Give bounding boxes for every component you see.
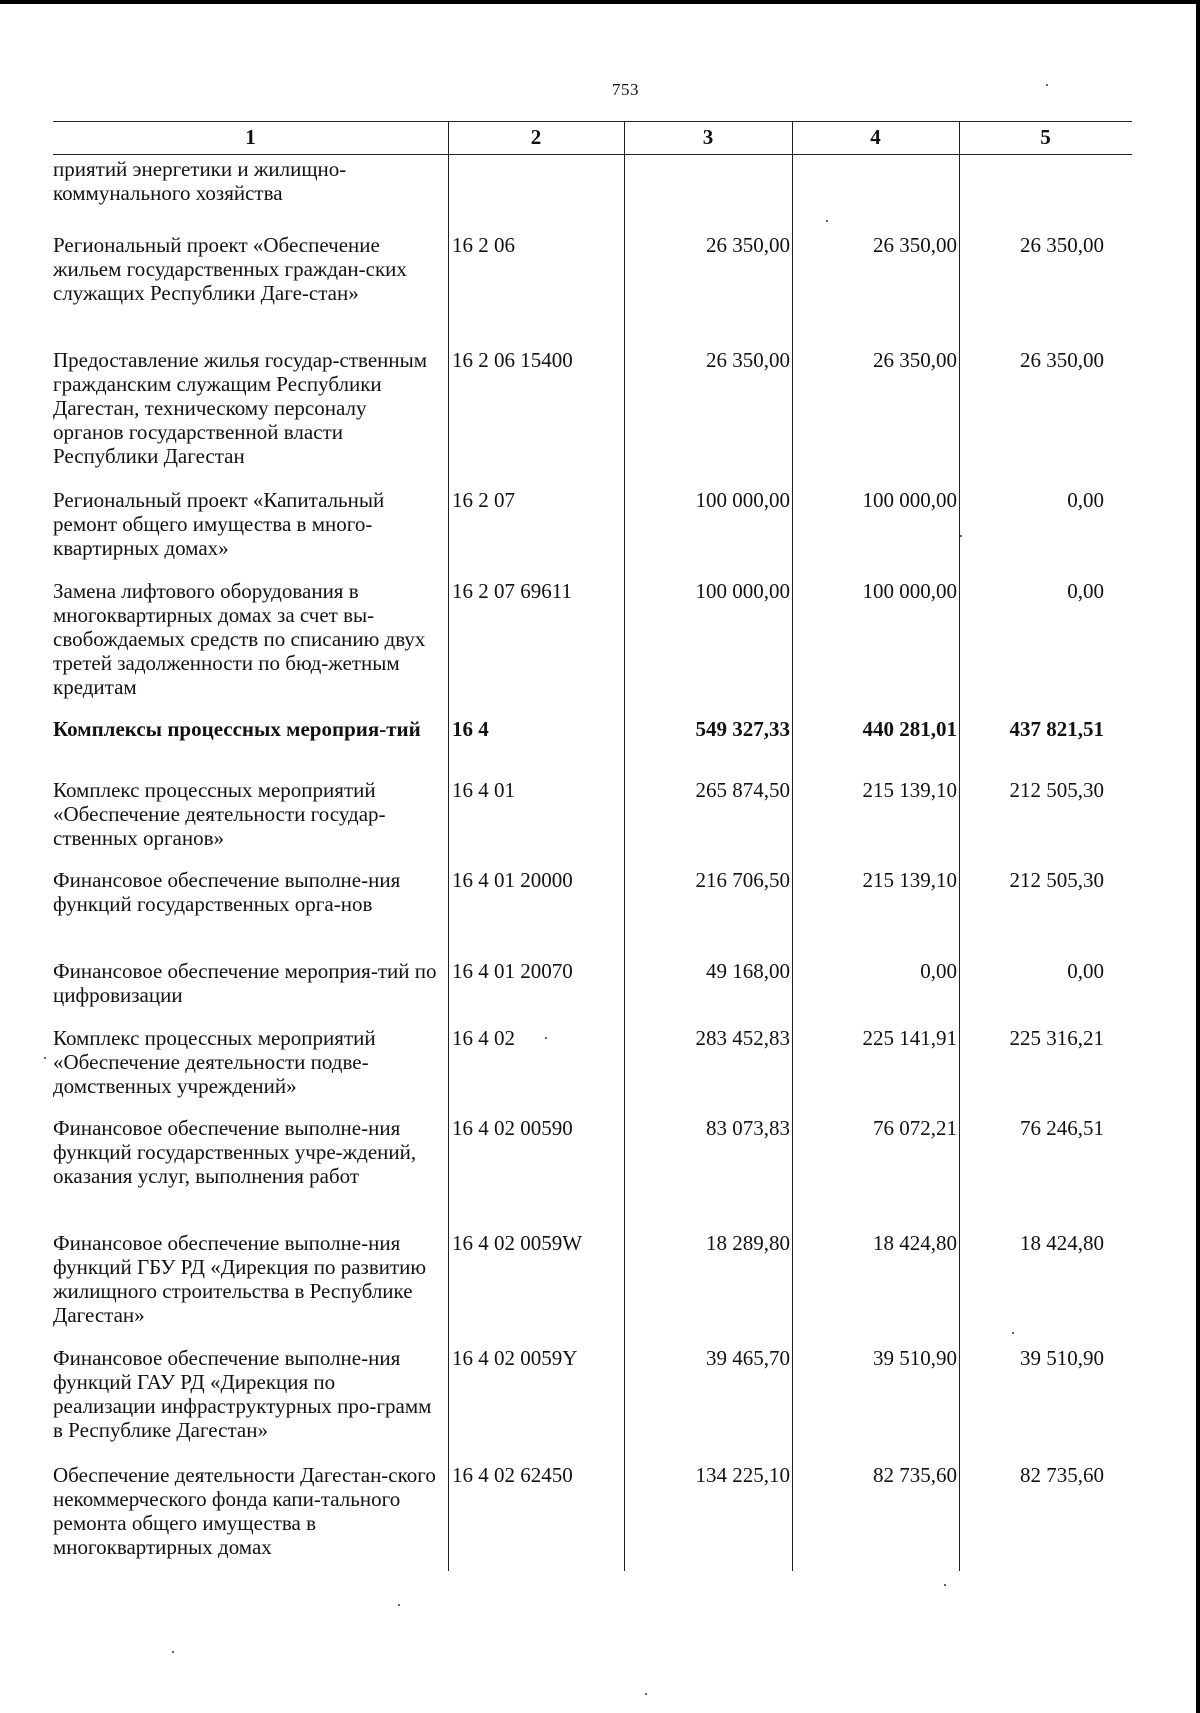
table-row (53, 579, 1132, 717)
row-name: Региональный проект «Обеспечение жильем государственных граждан-ских служащих Республики Даге-стан» (53, 233, 407, 305)
table-row (53, 868, 1132, 959)
row-name: Финансовое обеспечение выполне-ния функций государственных учре-ждений, оказания услуг, выполнения работ (53, 1116, 417, 1188)
row-value-col4: 225 141,91 (862, 1026, 957, 1050)
row-code: 16 2 06 (452, 233, 515, 257)
row-value-col4: 100 000,00 (862, 579, 957, 603)
scan-speck (645, 1693, 647, 1695)
row-value-col5: 76 246,51 (1020, 1116, 1104, 1140)
row-value-col3: 100 000,00 (695, 579, 790, 603)
column-header: 3 (702, 125, 714, 149)
row-code: 16 4 (452, 717, 489, 741)
row-value-col5: 0,00 (1067, 488, 1104, 512)
row-code: 16 2 07 (452, 488, 515, 512)
row-name: Замена лифтового оборудования в многоквартирных домах за счет вы-свобождаемых средств по списанию двух третей задолженности по бюд-жетным кредитам (53, 579, 426, 699)
row-value-col4: 26 350,00 (873, 348, 957, 372)
row-name: Комплекс процессных мероприятий «Обеспечение деятельности подве-домственных учреждений» (53, 1026, 376, 1098)
row-value-col5 (959, 153, 1132, 233)
row-code: 16 4 01 20070 (452, 959, 573, 983)
row-value-col4: 39 510,90 (873, 1346, 957, 1370)
row-code: 16 2 07 69611 (452, 579, 572, 603)
row-code: 16 4 01 20000 (452, 868, 573, 892)
row-name: Финансовое обеспечение выполне-ния функций ГБУ РД «Дирекция по развитию жилищного строительства в Республике Дагестан» (53, 1231, 427, 1327)
scan-speck (826, 220, 828, 222)
row-value-col5: 212 505,30 (1009, 868, 1104, 892)
budget-table (53, 121, 1132, 1573)
row-value-col3: 26 350,00 (706, 348, 790, 372)
row-name: приятий энергетики и жилищно-коммунального хозяйства (53, 157, 347, 205)
table-row (53, 488, 1132, 579)
table-row (53, 717, 1132, 778)
row-name: Региональный проект «Капитальный ремонт общего имущества в много-квартирных домах» (53, 488, 385, 560)
row-value-col5: 0,00 (1067, 959, 1104, 983)
row-value-col3 (624, 153, 792, 233)
row-value-col4: 26 350,00 (873, 233, 957, 257)
row-value-col4: 440 281,01 (862, 717, 957, 741)
row-name: Комплексы процессных мероприя-тий (53, 717, 421, 741)
column-header: 4 (870, 125, 881, 149)
row-code: 16 2 06 15400 (452, 348, 573, 372)
table-row (53, 959, 1132, 1026)
row-name: Обеспечение деятельности Дагестан-ского некоммерческого фонда капи-тального ремонта общего имущества в многоквартирных домах (53, 1463, 436, 1559)
scan-speck (44, 1057, 46, 1059)
scan-speck (1012, 1332, 1014, 1334)
table-row (53, 1116, 1132, 1231)
row-value-col4: 215 139,10 (862, 778, 957, 802)
table-row (53, 778, 1132, 868)
row-value-col5: 0,00 (1067, 579, 1104, 603)
row-value-col4: 76 072,21 (873, 1116, 957, 1140)
table-row (53, 233, 1132, 348)
column-header: 1 (245, 125, 256, 149)
row-value-col3: 49 168,00 (706, 959, 790, 983)
table-row (53, 153, 1132, 233)
row-name: Финансовое обеспечение выполне-ния функций ГАУ РД «Дирекция по реализации инфраструктурных про-грамм в Республике Дагестан» (53, 1346, 432, 1442)
row-value-col4: 215 139,10 (862, 868, 957, 892)
row-value-col5: 26 350,00 (1020, 233, 1104, 257)
row-value-col5: 82 735,60 (1020, 1463, 1104, 1487)
row-value-col5: 26 350,00 (1020, 348, 1104, 372)
row-value-col3: 83 073,83 (706, 1116, 790, 1140)
scan-speck (960, 535, 962, 537)
row-code: 16 4 02 (452, 1026, 515, 1050)
scan-speck (398, 1604, 400, 1606)
table-row (53, 348, 1132, 488)
scan-border-top (0, 0, 1200, 4)
row-value-col4: 18 424,80 (873, 1231, 957, 1255)
row-value-col3: 18 289,80 (706, 1231, 790, 1255)
row-value-col3: 265 874,50 (695, 778, 790, 802)
row-code: 16 4 02 62450 (452, 1463, 573, 1487)
row-value-col4: 0,00 (920, 959, 957, 983)
row-value-col5: 225 316,21 (1009, 1026, 1104, 1050)
row-value-col3: 216 706,50 (695, 868, 790, 892)
row-code (448, 153, 624, 233)
row-code: 16 4 02 00590 (452, 1116, 573, 1140)
scan-speck (545, 1037, 547, 1039)
scan-speck (944, 1584, 946, 1586)
column-header: 5 (1040, 125, 1051, 149)
row-name: Финансовое обеспечение выполне-ния функций государственных орга-нов (53, 868, 401, 916)
row-name: Финансовое обеспечение мероприя-тий по цифровизации (53, 959, 437, 1007)
table-row (53, 1346, 1132, 1463)
page-number: 753 (612, 80, 639, 99)
scan-border-right (1196, 0, 1200, 1713)
row-value-col4: 82 735,60 (873, 1463, 957, 1487)
row-value-col5: 39 510,90 (1020, 1346, 1104, 1370)
row-value-col4: 100 000,00 (862, 488, 957, 512)
row-value-col4 (792, 153, 959, 233)
row-code: 16 4 01 (452, 778, 515, 802)
row-name: Комплекс процессных мероприятий «Обеспечение деятельности государ-ственных органов» (53, 778, 386, 850)
table-row (53, 1231, 1132, 1346)
row-code: 16 4 02 0059Y (452, 1346, 578, 1370)
column-header: 2 (530, 125, 542, 149)
table-header-row (53, 121, 1132, 153)
row-value-col3: 100 000,00 (695, 488, 790, 512)
row-value-col3: 549 327,33 (695, 717, 790, 741)
row-value-col3: 283 452,83 (695, 1026, 790, 1050)
scan-speck (172, 1651, 174, 1653)
row-code: 16 4 02 0059W (452, 1231, 583, 1255)
row-value-col5: 437 821,51 (1009, 717, 1104, 741)
table-row (53, 1463, 1132, 1573)
row-name: Предоставление жилья государ-ственным гражданским служащим Республики Дагестан, техническому персоналу органов государственной власти Республики Дагестан (53, 348, 428, 468)
table-row (53, 1026, 1132, 1116)
scan-speck (1046, 84, 1048, 86)
row-value-col5: 212 505,30 (1009, 778, 1104, 802)
row-value-col5: 18 424,80 (1020, 1231, 1104, 1255)
row-value-col3: 39 465,70 (706, 1346, 790, 1370)
row-value-col3: 26 350,00 (706, 233, 790, 257)
budget-table-area (53, 121, 1132, 1571)
row-value-col3: 134 225,10 (695, 1463, 790, 1487)
